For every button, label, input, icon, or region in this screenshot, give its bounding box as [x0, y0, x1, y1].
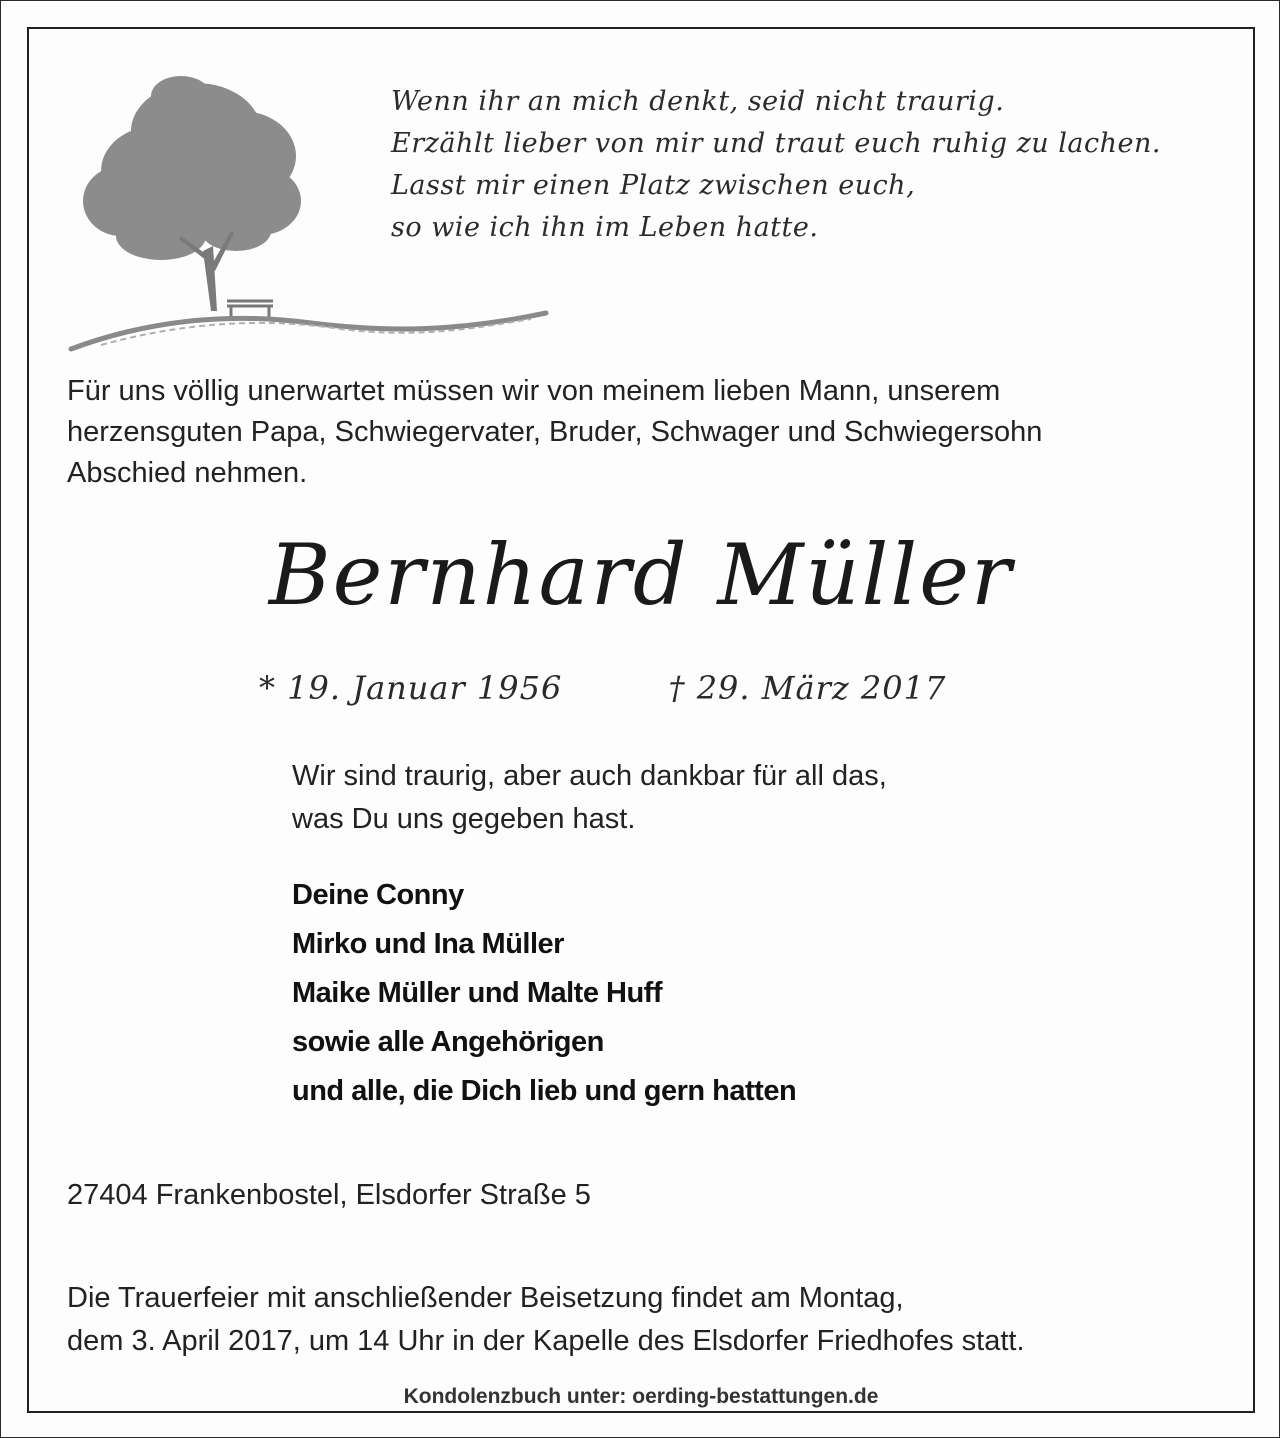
deceased-name: Bernhard Müller	[268, 526, 1014, 624]
family-line: und alle, die Dich lieb und gern hatten	[292, 1075, 797, 1107]
life-dates	[259, 669, 946, 707]
thanks-text	[292, 755, 887, 841]
intro-text	[67, 371, 1217, 494]
thanks-line: Wir sind traurig, aber auch dankbar für all das,	[292, 760, 887, 792]
poem-line: so wie ich ihn im Leben hatte.	[391, 212, 819, 243]
intro-line: Für uns völlig unerwartet müssen wir von meinem lieben Mann, unserem	[67, 375, 1001, 407]
ceremony-line: dem 3. April 2017, um 14 Uhr in der Kapelle des Elsdorfer Friedhofes statt.	[67, 1325, 1025, 1357]
condolence-link[interactable]: Kondolenzbuch unter: oerding-bestattungen.de	[403, 1385, 879, 1408]
thanks-line: was Du uns gegeben hast.	[292, 803, 636, 835]
family-line: Deine Conny	[292, 879, 464, 911]
poem	[391, 81, 1161, 249]
ceremony-line: Die Trauerfeier mit anschließender Beisetzung findet am Montag,	[67, 1282, 904, 1314]
poem-line: Lasst mir einen Platz zwischen euch,	[391, 170, 916, 201]
family-line: sowie alle Angehörigen	[292, 1026, 604, 1058]
ceremony-info	[67, 1277, 1025, 1363]
family-line: Mirko und Ina Müller	[292, 928, 564, 960]
family-signatures	[292, 871, 796, 1116]
birth-date: * 19. Januar 1956	[259, 669, 563, 707]
address: 27404 Frankenbostel, Elsdorfer Straße 5	[67, 1179, 591, 1211]
poem-line: Erzählt lieber von mir und traut euch ruhig zu lachen.	[391, 128, 1161, 159]
intro-line: herzensguten Papa, Schwiegervater, Bruder, Schwager und Schwiegersohn	[67, 416, 1043, 448]
family-line: Maike Müller und Malte Huff	[292, 977, 662, 1009]
death-date: † 29. März 2017	[668, 669, 947, 707]
intro-line: Abschied nehmen.	[67, 457, 308, 489]
poem-line: Wenn ihr an mich denkt, seid nicht traurig.	[391, 86, 1005, 117]
